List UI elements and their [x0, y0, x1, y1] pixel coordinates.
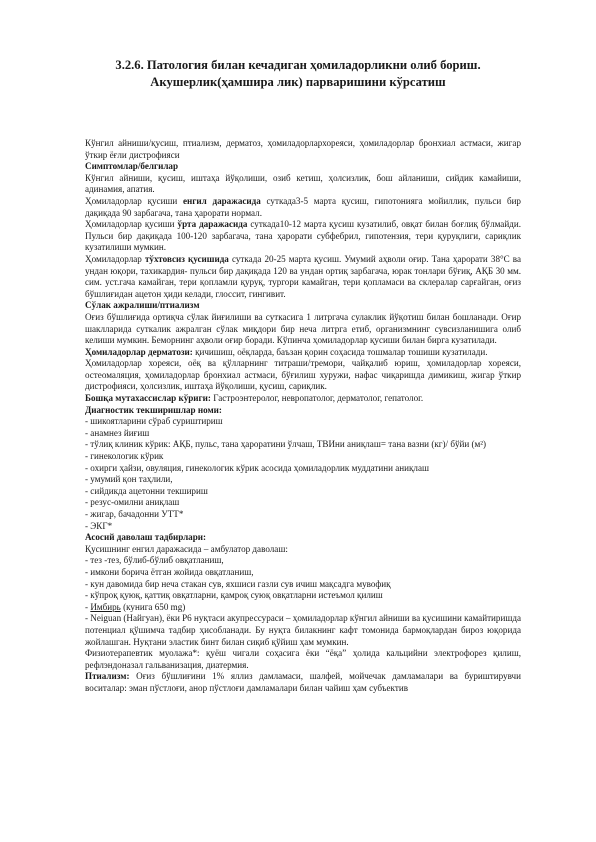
section-title: [60, 57, 536, 91]
dermatoses-text: қичишиш, оёқларда, баъзан қорин соҳасида тошмалар тошиши кузатилади.: [192, 346, 488, 357]
mild-degree-paragraph: [85, 196, 521, 219]
section-title-line-1: 3.2.6. Патология билан кечадиган ҳомиладорликни олиб бориш.: [115, 58, 481, 72]
mild-degree-term: енгил даражасида: [183, 195, 261, 206]
intro-paragraph: Кўнгил айниши/қусиш, птиализм, дерматоз, ҳомиладорлархореяси, ҳомиладорлар бронхиал астмаси, жигар ўткир ёғли дистрофияси: [85, 138, 521, 160]
document-body: [85, 138, 521, 695]
physiotherapy-paragraph: Физиотерапевтик муолажа*: қуёш чигали соҳасига ёки “ёқа” ҳолида кальцийни электрофорез қилиш, рефлэндоназал гальванизация, диатермия.: [85, 648, 521, 670]
ginger-dose: (кунига 650 mg): [120, 601, 186, 612]
moderate-degree-term: ўрта даражасида: [177, 219, 248, 230]
dermatoses-label: Ҳомиладорлар дерматози:: [85, 346, 193, 357]
severe-vomiting-description: суткада 20-25 марта қусиш. Умумий аҳволи оғир. Тана ҳарорати 38°С ва ундан юқори, тахикардия- пульси бир дақиқада 120 ва ундан ортиқ зарбагача, юрак тонлари бўғиқ, АҚБ 30 мм. сим. уст.гача камайган, тери қопламли қуруқ, тургори камайган, тери қопламаси ва склералар сарғайган, оғиз бўшлиғидан ацетон ҳиди келади, глоссит, гингивит.: [85, 253, 521, 299]
treatment-intro: Қусишнинг енгил даражасида – амбулатор даволаш:: [85, 543, 288, 554]
symptoms-heading: Симптомлар/белгилар: [85, 161, 179, 172]
treatment-list: [85, 555, 521, 613]
section-title-line-2: Акушерлик(ҳамшира лик) парваришини кўрсатиш: [150, 75, 446, 89]
moderate-degree-description: суткада10-12 марта қусиш кузатилиб, овқат билан боғлиқ бўлмайди. Пульси бир дақиқада 100-120 зарбагача, тана ҳарорати субфебрил, гипотензия, тери қуруқлиги, сариқлик кузатилиши мумкин.: [85, 219, 521, 253]
list-item: [85, 602, 521, 614]
list-item: - гинекологик кўрик: [85, 451, 164, 462]
dermatoses-paragraph: [85, 347, 521, 359]
ginger-dash: -: [85, 601, 91, 612]
moderate-degree-paragraph: [85, 219, 521, 254]
neiguan-paragraph: - Neiguan (Найгуан), ёки Р6 нуқтаси акупрессураси – ҳомиладорлар кўнгил айниши ва қусишини камайтиришда потенциал қўшимча тадбир ҳисобланади. Бу нуқта билакнинг кафт томонида бармоқлардан бироз юқорида жойлашган. Нуқтани эластик бинт билан сиқиб қўйиш ҳам мумкин.: [85, 613, 521, 647]
salivation-heading: Сўлак ажралиши/птиализм: [85, 300, 200, 311]
list-item: - резус-омилни аниқлаш: [85, 497, 180, 508]
list-item: - сийдикда ацетонни текшириш: [85, 485, 208, 496]
specialists-label: Бошқа мутахассислар кўриги:: [85, 393, 211, 404]
list-item: - кун давомида бир неча стакан сув, яхшиси газли сув ичиш мақсадга мувофиқ: [85, 578, 391, 589]
list-item: - охирги ҳайзи, овуляция, гинекологик кўрик асосида ҳомиладорлик муддатини аниқлаш: [85, 462, 429, 473]
specialists-text: Гастроэнтеролог, невропатолог, дерматолог, гепатолог.: [210, 393, 424, 404]
list-item: - ЭКГ*: [85, 520, 113, 531]
list-item: - кўпроқ қуюқ, қаттиқ овқатларни, қамроқ суюқ овқатларни истеъмол қилиш: [85, 590, 383, 601]
mild-degree-text: Ҳомиладорлар қусиши: [85, 195, 184, 206]
moderate-degree-text: Ҳомиладорлар қусиши: [85, 219, 178, 230]
severe-vomiting-text: Ҳомиладорлар: [85, 253, 145, 264]
treatment-heading: Асосий даволаш тадбирлари:: [85, 532, 207, 543]
ginger-word: Имбирь: [90, 601, 121, 612]
severe-vomiting-term: тўхтовсиз қусишида: [144, 253, 229, 264]
diagnostics-list: [85, 416, 521, 532]
chorea-paragraph: Ҳомиладорлар хореяси, оёқ ва қўлларнинг титраши/тремори, чайқалиб юриш, ҳомиладорлар хореяси, остеомаляция, ҳомиладорлар бронхиал астмаси, бўғилиш хуружи, нафас чиқаришда димикиш, жигар ўткир дистрофияси, ҳолсизлик, иштаҳа йўқолиши, қусиш, сариқлик.: [85, 358, 521, 392]
diagnostics-heading: Диагностик текширишлар номи:: [85, 404, 222, 415]
list-item: - тўлиқ клиник кўрик: АҚБ, пульс, тана ҳароратини ўлчаш, ТВИни аниқлаш= тана вазни (кг)/ бўйи (м²): [85, 439, 487, 450]
ptyalism-text: Оғиз бўшлиғини 1% яллиз дамламаси, шалфей, мойчечак дамламалари ва буриштирувчи воситалар: эман пўстлоғи, анор пўстлоғи дамламалари билан чайиш ҳам субъектив: [85, 671, 521, 693]
ptyalism-paragraph: [85, 671, 521, 694]
list-item: - шикоятларини сўраб суриштириш: [85, 416, 223, 427]
list-item: - умумий қон таҳлили,: [85, 474, 173, 485]
specialists-paragraph: [85, 393, 521, 405]
symptoms-paragraph: Кўнгил айниши, қусиш, иштаҳа йўқолиши, озиб кетиш, ҳолсизлик, бош айланиши, сийдик камайиши, адинамия, апатия.: [85, 172, 521, 195]
list-item: - жигар, бачадонни УТТ*: [85, 509, 184, 519]
ptyalism-label: Птиализм:: [85, 671, 130, 682]
mild-degree-description: суткада3-5 марта қусиш, гипотонияга мойиллик, пульси бир дақиқада 90 зарбагача, тана ҳарорати нормал.: [85, 195, 521, 218]
severe-vomiting-paragraph: [85, 254, 521, 300]
list-item: - имкони борича ётган жойида овқатланиш,: [85, 566, 254, 577]
list-item: - тез -тез, бўлиб-бўлиб овқатланиш,: [85, 555, 224, 566]
salivation-paragraph: Оғиз бўшлиғида ортиқча сўлак йиғилиши ва суткасига 1 литргача сулаклик йўқотиш билан бошланади. Оғир шаклларида суткалик ажралган сўлак миқдори бир неча литрга етиб, организмнинг сувсизланишига олиб келиши мумкин. Беморнинг аҳволи оғир боради. Кўпинча ҳомиладорлар қусиши билан бирга кузатилади.: [85, 311, 521, 346]
list-item: - анамнез йиғиш: [85, 427, 150, 438]
